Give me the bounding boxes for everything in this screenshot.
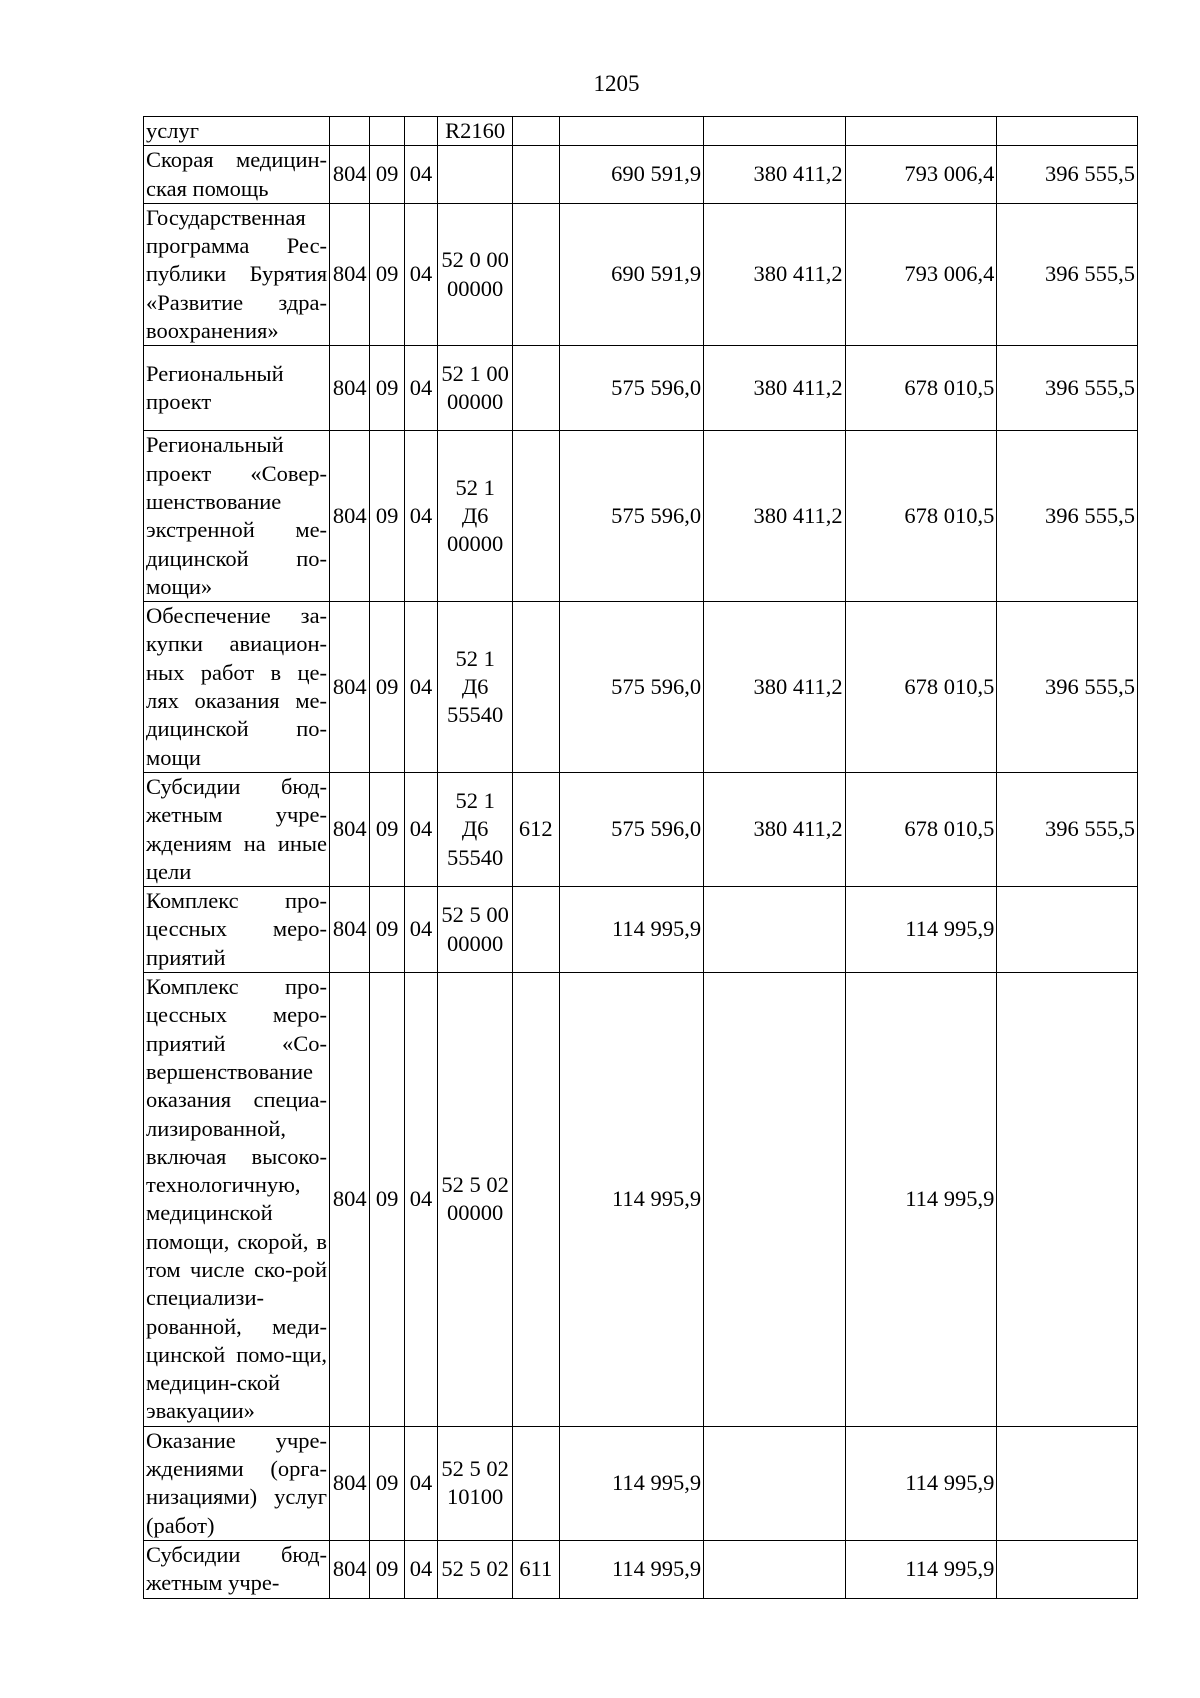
table-row <box>144 602 1138 773</box>
cell-subsection: 04 <box>404 431 437 602</box>
cell-subsection: 04 <box>404 1426 437 1540</box>
cell-target-article: 52 5 02 10100 <box>438 1426 513 1540</box>
cell-amount-2 <box>704 1426 846 1540</box>
cell-grbs: 804 <box>330 431 370 602</box>
cell-amount-2: 380 411,2 <box>704 602 846 773</box>
cell-target-article: 52 1 Д6 55540 <box>438 772 513 886</box>
cell-expense-type <box>513 602 560 773</box>
cell-amount-3: 114 995,9 <box>845 887 997 973</box>
table-row <box>144 1540 1138 1598</box>
cell-grbs: 804 <box>330 1540 370 1598</box>
cell-amount-1: 690 591,9 <box>559 203 704 345</box>
cell-grbs: 804 <box>330 1426 370 1540</box>
cell-target-article: 52 1 Д6 55540 <box>438 602 513 773</box>
cell-amount-3: 114 995,9 <box>845 1540 997 1598</box>
cell-name: Комплекс про-цессных меро-приятий <box>144 887 330 973</box>
cell-amount-3 <box>845 117 997 146</box>
cell-section: 09 <box>370 887 404 973</box>
cell-amount-1: 575 596,0 <box>559 772 704 886</box>
cell-amount-2: 380 411,2 <box>704 346 846 431</box>
cell-grbs <box>330 117 370 146</box>
cell-section <box>370 117 404 146</box>
cell-amount-3: 678 010,5 <box>845 431 997 602</box>
cell-amount-2: 380 411,2 <box>704 431 846 602</box>
table-row <box>144 1426 1138 1540</box>
cell-section: 09 <box>370 973 404 1427</box>
cell-expense-type <box>513 117 560 146</box>
cell-amount-1: 575 596,0 <box>559 346 704 431</box>
cell-expense-type <box>513 203 560 345</box>
cell-target-article: 52 1 Д6 00000 <box>438 431 513 602</box>
cell-subsection: 04 <box>404 203 437 345</box>
cell-target-article: 52 5 00 00000 <box>438 887 513 973</box>
cell-subsection <box>404 117 437 146</box>
cell-subsection: 04 <box>404 1540 437 1598</box>
cell-amount-1 <box>559 117 704 146</box>
table-row <box>144 203 1138 345</box>
cell-amount-3: 114 995,9 <box>845 973 997 1427</box>
cell-name: Оказание учре-ждениями (орга-низациями) услуг (работ) <box>144 1426 330 1540</box>
cell-name: Скорая медицин-ская помощь <box>144 146 330 204</box>
cell-name: Обеспечение за-купки авиацион-ных работ в це-лях оказания ме-дицинской по-мощи <box>144 602 330 773</box>
cell-amount-4 <box>997 1426 1138 1540</box>
cell-name: Региональный проект «Совер-шенствование экстренной ме-дицинской по-мощи» <box>144 431 330 602</box>
cell-amount-1: 575 596,0 <box>559 431 704 602</box>
cell-expense-type <box>513 887 560 973</box>
cell-amount-1: 575 596,0 <box>559 602 704 773</box>
cell-subsection: 04 <box>404 146 437 204</box>
cell-expense-type <box>513 146 560 204</box>
cell-amount-1: 114 995,9 <box>559 973 704 1427</box>
cell-section: 09 <box>370 602 404 773</box>
cell-grbs: 804 <box>330 346 370 431</box>
cell-name: Комплекс про-цессных меро-приятий «Со-вершенствование оказания специа-лизированной, включая высоко-технологичную, медицинской помощи, скорой, в том числе ско-рой специализи-рованной, меди-цинской помо-щи, медицин-ской эвакуации» <box>144 973 330 1427</box>
page-number: 1205 <box>593 71 640 96</box>
cell-expense-type <box>513 973 560 1427</box>
table-row <box>144 973 1138 1427</box>
table-row <box>144 772 1138 886</box>
budget-table <box>143 116 1138 1599</box>
cell-name: Субсидии бюд-жетным учре- <box>144 1540 330 1598</box>
cell-target-article: 52 1 00 00000 <box>438 346 513 431</box>
cell-amount-4 <box>997 117 1138 146</box>
cell-amount-4: 396 555,5 <box>997 203 1138 345</box>
cell-amount-2: 380 411,2 <box>704 772 846 886</box>
cell-amount-1: 114 995,9 <box>559 887 704 973</box>
cell-expense-type <box>513 1426 560 1540</box>
cell-section: 09 <box>370 431 404 602</box>
cell-grbs: 804 <box>330 602 370 773</box>
cell-amount-1: 114 995,9 <box>559 1540 704 1598</box>
cell-amount-3: 793 006,4 <box>845 203 997 345</box>
cell-section: 09 <box>370 203 404 345</box>
table-row <box>144 346 1138 431</box>
cell-amount-4: 396 555,5 <box>997 602 1138 773</box>
cell-subsection: 04 <box>404 887 437 973</box>
cell-amount-4: 396 555,5 <box>997 146 1138 204</box>
cell-amount-4 <box>997 1540 1138 1598</box>
cell-amount-3: 678 010,5 <box>845 602 997 773</box>
cell-grbs: 804 <box>330 146 370 204</box>
cell-section: 09 <box>370 346 404 431</box>
cell-expense-type <box>513 431 560 602</box>
cell-amount-4 <box>997 887 1138 973</box>
cell-grbs: 804 <box>330 203 370 345</box>
cell-expense-type: 612 <box>513 772 560 886</box>
cell-amount-1: 690 591,9 <box>559 146 704 204</box>
cell-grbs: 804 <box>330 887 370 973</box>
table-row <box>144 117 1138 146</box>
cell-amount-1: 114 995,9 <box>559 1426 704 1540</box>
cell-amount-2 <box>704 117 846 146</box>
table-row <box>144 887 1138 973</box>
cell-amount-4 <box>997 973 1138 1427</box>
cell-amount-3: 678 010,5 <box>845 772 997 886</box>
cell-amount-4: 396 555,5 <box>997 772 1138 886</box>
cell-amount-2: 380 411,2 <box>704 146 846 204</box>
table-row <box>144 146 1138 204</box>
cell-target-article: 52 0 00 00000 <box>438 203 513 345</box>
cell-target-article: R2160 <box>438 117 513 146</box>
table-row <box>144 431 1138 602</box>
cell-section: 09 <box>370 772 404 886</box>
cell-subsection: 04 <box>404 602 437 773</box>
cell-section: 09 <box>370 1540 404 1598</box>
cell-grbs: 804 <box>330 772 370 886</box>
cell-name: услуг <box>144 117 330 146</box>
cell-section: 09 <box>370 146 404 204</box>
cell-amount-2 <box>704 973 846 1427</box>
cell-amount-3: 114 995,9 <box>845 1426 997 1540</box>
cell-amount-3: 793 006,4 <box>845 146 997 204</box>
cell-amount-2 <box>704 887 846 973</box>
cell-amount-4: 396 555,5 <box>997 431 1138 602</box>
cell-section: 09 <box>370 1426 404 1540</box>
cell-name: Субсидии бюд-жетным учре-ждениям на иные цели <box>144 772 330 886</box>
cell-amount-2 <box>704 1540 846 1598</box>
cell-name: Региональный проект <box>144 346 330 431</box>
cell-expense-type: 611 <box>513 1540 560 1598</box>
cell-amount-3: 678 010,5 <box>845 346 997 431</box>
cell-grbs: 804 <box>330 973 370 1427</box>
cell-amount-2: 380 411,2 <box>704 203 846 345</box>
cell-target-article: 52 5 02 00000 <box>438 973 513 1427</box>
cell-amount-4: 396 555,5 <box>997 346 1138 431</box>
cell-name: Государственная программа Рес-публики Бурятия «Развитие здра-воохранения» <box>144 203 330 345</box>
cell-target-article <box>438 146 513 204</box>
cell-target-article: 52 5 02 <box>438 1540 513 1598</box>
cell-subsection: 04 <box>404 346 437 431</box>
cell-subsection: 04 <box>404 973 437 1427</box>
cell-expense-type <box>513 346 560 431</box>
cell-subsection: 04 <box>404 772 437 886</box>
